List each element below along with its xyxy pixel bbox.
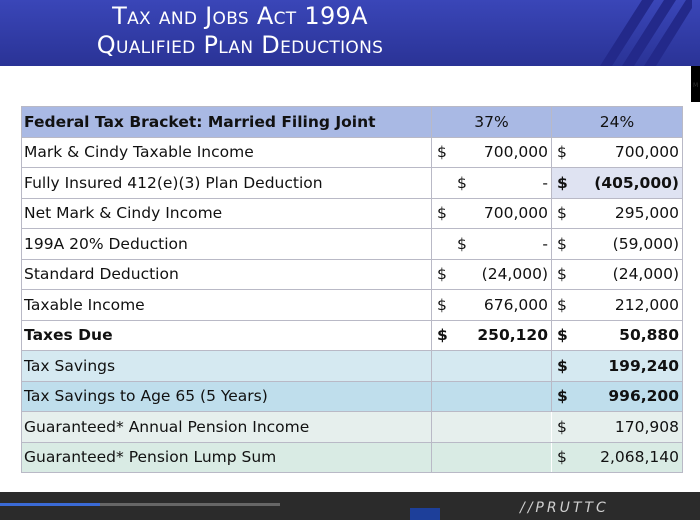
row-label: Taxes Due [22, 320, 432, 351]
side-label: M [693, 82, 699, 89]
currency: $ [557, 417, 567, 436]
currency: $ [557, 295, 567, 314]
progress-bar[interactable] [0, 503, 100, 506]
empty-cell [432, 381, 552, 412]
value: 50,880 [619, 326, 679, 345]
value: 700,000 [614, 143, 679, 162]
currency: $ [557, 356, 568, 375]
table-row [22, 229, 683, 260]
brand-logo: //PRUTTC [520, 500, 609, 516]
value: 199,240 [608, 356, 679, 375]
row-label: Fully Insured 412(e)(3) Plan Deduction [22, 168, 432, 199]
currency: $ [437, 326, 448, 345]
table-row [22, 381, 683, 412]
row-label: Standard Deduction [22, 259, 432, 290]
slide-title [0, 2, 480, 60]
value: 676,000 [483, 295, 548, 314]
currency: $ [457, 234, 467, 253]
table-row [22, 259, 683, 290]
currency: $ [457, 173, 467, 192]
table-row [22, 168, 683, 199]
currency: $ [557, 143, 567, 162]
currency: $ [557, 326, 568, 345]
row-label: Mark & Cindy Taxable Income [22, 137, 432, 168]
value: (405,000) [594, 173, 679, 192]
row-label: Tax Savings [22, 351, 432, 382]
table-row [22, 290, 683, 321]
currency: $ [557, 204, 567, 223]
empty-cell [432, 412, 552, 443]
value: 2,068,140 [600, 448, 679, 467]
row-label: Taxable Income [22, 290, 432, 321]
value: 700,000 [483, 204, 548, 223]
table-row [22, 351, 683, 382]
table-row [22, 412, 683, 443]
table-row [22, 442, 683, 473]
currency: $ [557, 265, 567, 284]
slide-header [0, 0, 700, 66]
currency: $ [437, 265, 447, 284]
table-header-row [22, 107, 683, 138]
value: (59,000) [612, 234, 679, 253]
progress-track[interactable] [100, 503, 280, 506]
currency: $ [557, 234, 567, 253]
table-row [22, 320, 683, 351]
row-label: Net Mark & Cindy Income [22, 198, 432, 229]
deduction-table [21, 106, 683, 473]
title-line-1: Tax and Jobs Act 199A [112, 2, 368, 30]
header-col-37: 37% [432, 107, 552, 138]
decorative-stripes-icon [582, 0, 692, 66]
control-button[interactable] [410, 508, 440, 520]
value: 700,000 [483, 143, 548, 162]
currency: $ [557, 387, 568, 406]
value: - [542, 234, 548, 253]
value: 250,120 [477, 326, 548, 345]
value: 996,200 [608, 387, 679, 406]
video-control-bar [0, 492, 700, 520]
header-label: Federal Tax Bracket: Married Filing Joint [22, 107, 432, 138]
value: - [542, 173, 548, 192]
header-col-24: 24% [552, 107, 683, 138]
row-label: 199A 20% Deduction [22, 229, 432, 260]
value: 295,000 [614, 204, 679, 223]
title-line-2: Qualified Plan Deductions [96, 31, 384, 59]
value: (24,000) [481, 265, 548, 284]
row-label: Guaranteed* Annual Pension Income [22, 412, 432, 443]
table-row [22, 198, 683, 229]
currency: $ [437, 204, 447, 223]
row-label: Guaranteed* Pension Lump Sum [22, 442, 432, 473]
currency: $ [557, 448, 567, 467]
currency: $ [437, 295, 447, 314]
table-row [22, 137, 683, 168]
empty-cell [432, 442, 552, 473]
empty-cell [432, 351, 552, 382]
value: 170,908 [614, 417, 679, 436]
row-label: Tax Savings to Age 65 (5 Years) [22, 381, 432, 412]
value: 212,000 [614, 295, 679, 314]
currency: $ [437, 143, 447, 162]
currency: $ [557, 173, 568, 192]
value: (24,000) [612, 265, 679, 284]
